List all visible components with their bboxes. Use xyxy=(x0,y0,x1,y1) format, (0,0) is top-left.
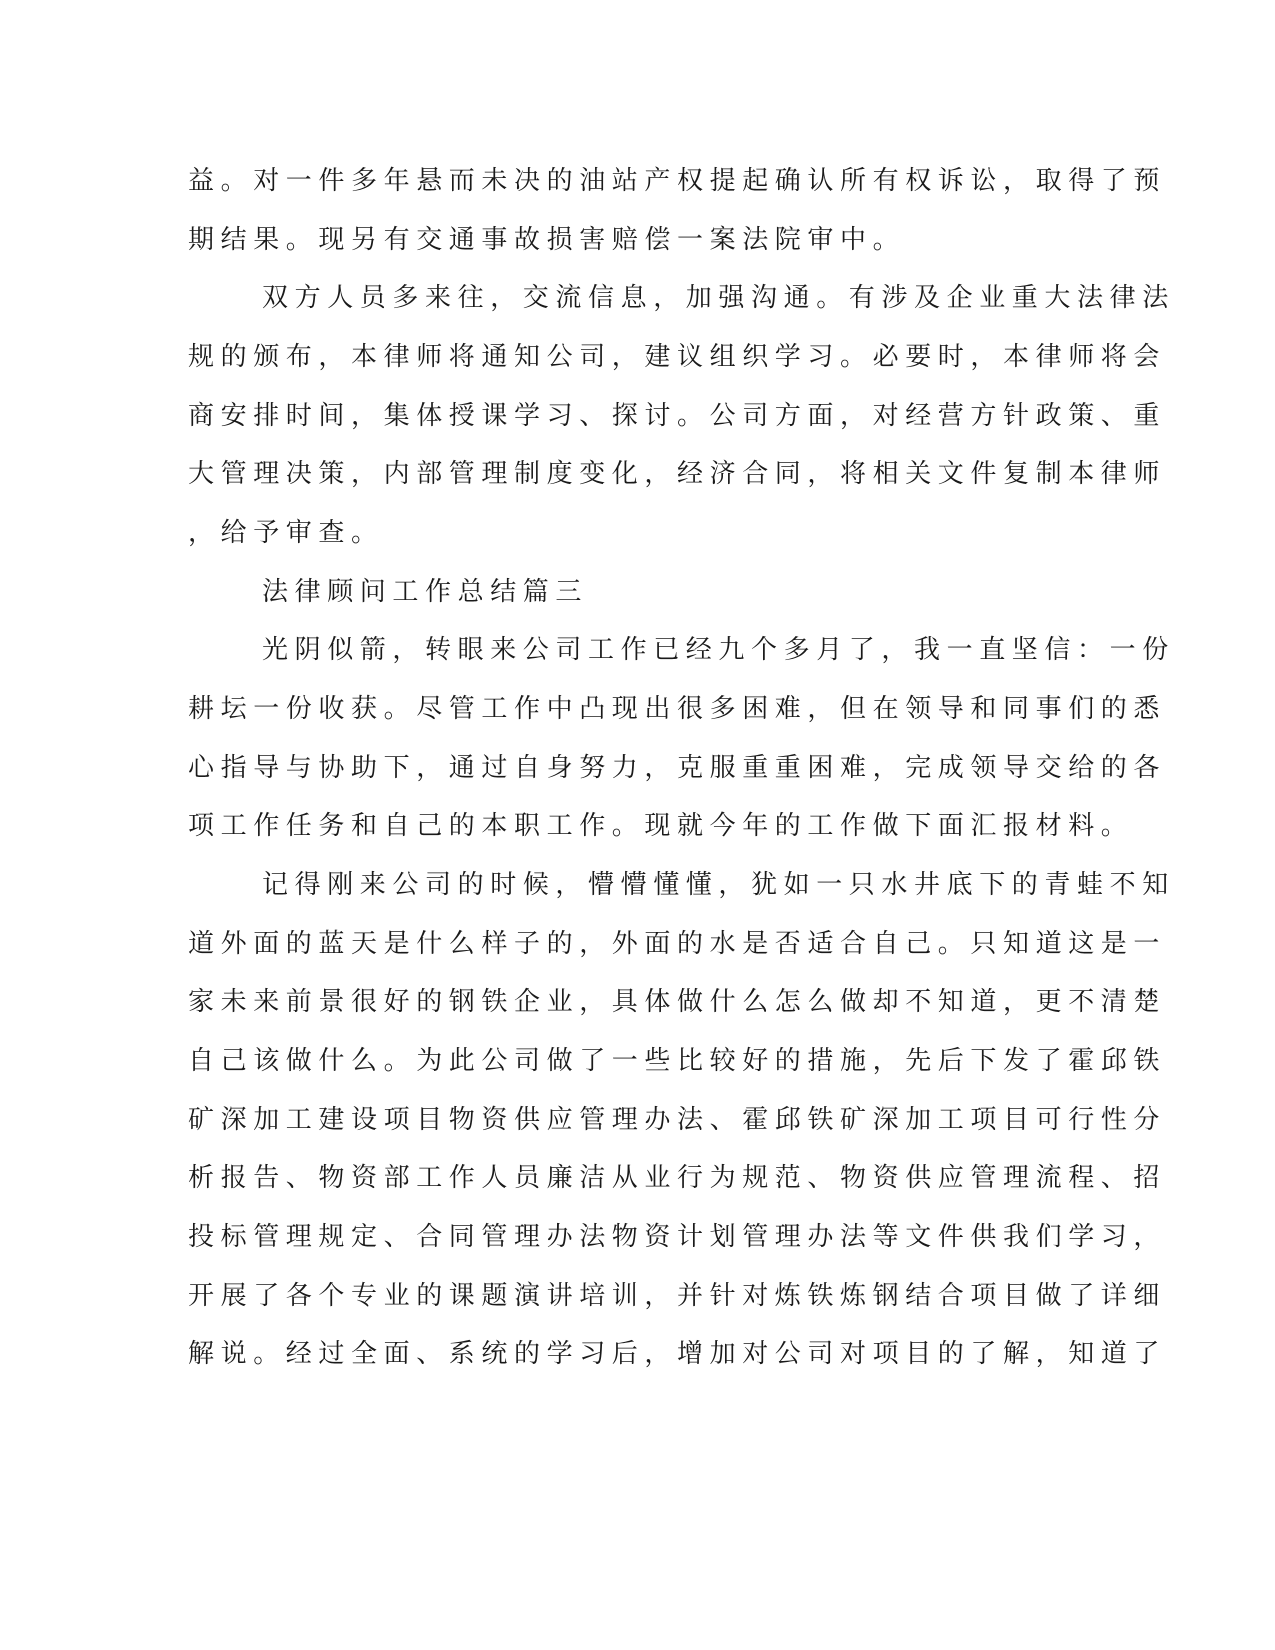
paragraph-first-line: 记得刚来公司的时候，懵懵懂懂，犹如一只水井底下的青蛙不知 xyxy=(262,870,1175,900)
text-line: 投标管理规定、合同管理办法物资计划管理办法等文件供我们学习， xyxy=(188,1222,1167,1252)
text-line: 商安排时间，集体授课学习、探讨。公司方面，对经营方针政策、重 xyxy=(188,401,1167,431)
text-line: 析报告、物资部工作人员廉洁从业行为规范、物资供应管理流程、招 xyxy=(188,1163,1167,1193)
text-line: 规的颁布，本律师将通知公司，建议组织学习。必要时，本律师将会 xyxy=(188,342,1167,372)
text-line: 心指导与协助下，通过自身努力，克服重重困难，完成领导交给的各 xyxy=(188,753,1167,783)
text-line: 项工作任务和自己的本职工作。现就今年的工作做下面汇报材料。 xyxy=(188,811,1134,841)
text-line: 家未来前景很好的钢铁企业，具体做什么怎么做却不知道，更不清楚 xyxy=(188,987,1167,1017)
paragraph-first-line: 双方人员多来往，交流信息，加强沟通。有涉及企业重大法律法 xyxy=(262,283,1175,313)
text-line: 大管理决策，内部管理制度变化，经济合同，将相关文件复制本律师 xyxy=(188,459,1167,489)
text-line: 道外面的蓝天是什么样子的，外面的水是否适合自己。只知道这是一 xyxy=(188,929,1167,959)
section-heading: 法律顾问工作总结篇三 xyxy=(262,577,589,607)
text-line: 矿深加工建设项目物资供应管理办法、霍邱铁矿深加工项目可行性分 xyxy=(188,1105,1167,1135)
paragraph-first-line: 光阴似箭，转眼来公司工作已经九个多月了，我一直坚信：一份 xyxy=(262,635,1175,665)
text-line: 期结果。现另有交通事故损害赔偿一案法院审中。 xyxy=(188,225,906,255)
text-line: 益。对一件多年悬而未决的油站产权提起确认所有权诉讼，取得了预 xyxy=(188,166,1167,196)
text-line: 自己该做什么。为此公司做了一些比较好的措施，先后下发了霍邱铁 xyxy=(188,1046,1167,1076)
text-line: ，给予审查。 xyxy=(188,518,384,548)
text-line: 耕坛一份收获。尽管工作中凸现出很多困难，但在领导和同事们的悉 xyxy=(188,694,1167,724)
text-line: 开展了各个专业的课题演讲培训，并针对炼铁炼钢结合项目做了详细 xyxy=(188,1281,1167,1311)
text-line: 解说。经过全面、系统的学习后，增加对公司对项目的了解，知道了 xyxy=(188,1339,1167,1369)
